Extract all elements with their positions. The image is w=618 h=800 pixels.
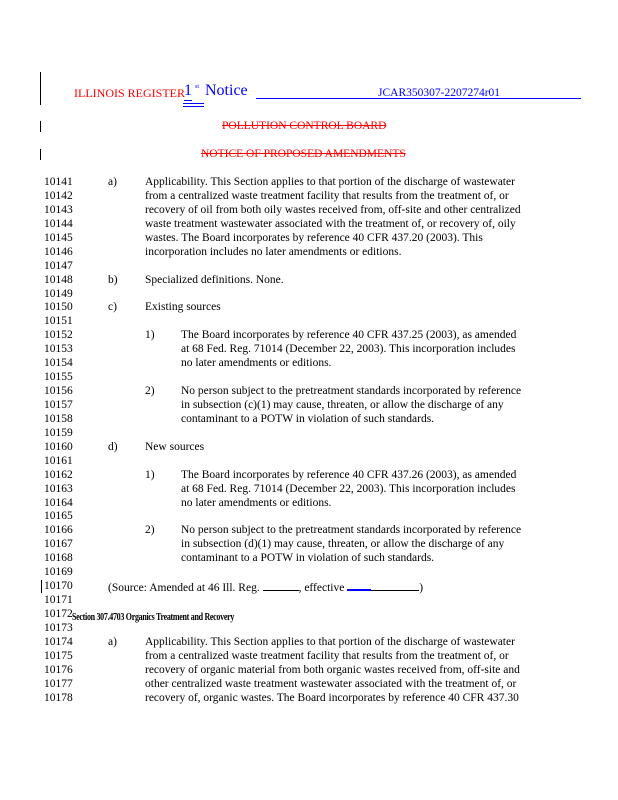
paragraph-line: other centralized waste treatment wastewater associated with the treatment of, or <box>145 678 517 690</box>
paragraph-line: waste treatment wastewater associated with the treatment of, or recovery of, oily <box>145 218 516 230</box>
line-number: 10176 <box>44 664 73 676</box>
subsection-label: a) <box>108 176 117 188</box>
line-number: 10147 <box>44 260 73 272</box>
subsection-label: a) <box>108 636 117 648</box>
change-bar <box>40 121 41 132</box>
effective-date-insert <box>347 580 371 591</box>
paragraph-line: The Board incorporates by reference 40 CFR 437.25 (2003), as amended <box>181 329 517 341</box>
line-number: 10157 <box>44 399 73 411</box>
page-superscript: st <box>195 84 200 90</box>
line-number: 10177 <box>44 678 73 690</box>
line-number: 10145 <box>44 232 73 244</box>
paragraph-line: incorporation includes no later amendments or editions. <box>145 246 402 258</box>
line-number: 10162 <box>44 469 73 481</box>
item-label: 1) <box>145 469 155 481</box>
jcar-id: JCAR350307-2207274r01 <box>378 87 501 99</box>
line-number: 10150 <box>44 301 73 313</box>
line-number: 10146 <box>44 246 73 258</box>
paragraph-line: Applicability. This Section applies to that portion of the discharge of wastewater <box>145 636 515 648</box>
line-number: 10151 <box>44 315 73 327</box>
register-title: ILLINOIS REGISTER <box>74 86 185 100</box>
line-number: 10154 <box>44 357 73 369</box>
item-label: 2) <box>145 524 155 536</box>
change-bar <box>41 580 42 593</box>
effective-date-blank <box>371 581 419 591</box>
paragraph-line: from a centralized waste treatment facility that results from the treatment of, or <box>145 650 509 662</box>
line-number: 10163 <box>44 483 73 495</box>
line-number: 10164 <box>44 497 73 509</box>
source-mid: , effective <box>298 582 348 594</box>
line-number: 10152 <box>44 329 73 341</box>
item-label: 1) <box>145 329 155 341</box>
source-end: ) <box>419 582 424 594</box>
change-bar <box>40 149 41 160</box>
paragraph-line: The Board incorporates by reference 40 CFR 437.26 (2003), as amended <box>181 469 517 481</box>
line-number: 10141 <box>44 176 73 188</box>
paragraph-line: in subsection (c)(1) may cause, threaten, or allow the discharge of any <box>181 399 504 411</box>
line-number: 10143 <box>44 204 73 216</box>
line-number: 10172 <box>44 608 73 620</box>
paragraph-line: recovery of oil from both oily wastes received from, off-site and other centralized <box>145 204 521 216</box>
paragraph-line: no later amendments or editions. <box>181 497 332 509</box>
line-number: 10148 <box>44 274 73 286</box>
paragraph-line: No person subject to the pretreatment standards incorporated by reference <box>181 524 522 536</box>
notice-double-rule <box>183 103 204 107</box>
paragraph-line: New sources <box>145 441 205 453</box>
source-prefix: (Source: Amended at 46 Ill. Reg. <box>108 582 263 594</box>
paragraph-line: contaminant to a POTW in violation of such standards. <box>181 552 435 564</box>
item-label: 2) <box>145 385 155 397</box>
line-number: 10158 <box>44 413 73 425</box>
line-number: 10161 <box>44 455 73 467</box>
line-number: 10166 <box>44 524 73 536</box>
line-number: 10173 <box>44 622 73 634</box>
line-number: 10149 <box>44 288 73 300</box>
paragraph-line: No person subject to the pretreatment standards incorporated by reference <box>181 385 522 397</box>
paragraph-line: from a centralized waste treatment facility that results from the treatment of, or <box>145 190 509 202</box>
notice-label: Notice <box>205 82 248 99</box>
line-number: 10170 <box>44 580 73 592</box>
line-number: 10178 <box>44 692 73 704</box>
line-number: 10155 <box>44 371 73 383</box>
line-number: 10175 <box>44 650 73 662</box>
paragraph-line: recovery of organic material from both organic wastes received from, off-site and <box>145 664 520 676</box>
subsection-label: d) <box>108 441 118 453</box>
line-number: 10174 <box>44 636 73 648</box>
section-heading: Section 307.4703 Organics Treatment and Recovery <box>72 610 235 623</box>
line-number: 10153 <box>44 343 73 355</box>
line-number: 10156 <box>44 385 73 397</box>
line-number: 10159 <box>44 427 73 439</box>
paragraph-line: Applicability. This Section applies to that portion of the discharge of wastewater <box>145 176 515 188</box>
line-number: 10168 <box>44 552 73 564</box>
change-bar <box>40 72 41 105</box>
paragraph-line: no later amendments or editions. <box>181 357 332 369</box>
paragraph-line: Existing sources <box>145 301 221 313</box>
subsection-label: c) <box>108 301 117 313</box>
subsection-label: b) <box>108 274 118 286</box>
paragraph-line: in subsection (d)(1) may cause, threaten, or allow the discharge of any <box>181 538 505 550</box>
board-heading: POLLUTION CONTROL BOARD <box>222 120 387 132</box>
line-number: 10171 <box>44 594 73 606</box>
line-number: 10167 <box>44 538 73 550</box>
line-number: 10144 <box>44 218 73 230</box>
line-number: 10169 <box>44 566 73 578</box>
paragraph-line: at 68 Fed. Reg. 71014 (December 22, 2003). This incorporation includes <box>181 483 516 495</box>
paragraph-line: contaminant to a POTW in violation of such standards. <box>181 413 435 425</box>
line-number: 10165 <box>44 510 73 522</box>
page-number: 1 <box>184 82 192 99</box>
paragraph-line: at 68 Fed. Reg. 71014 (December 22, 2003). This incorporation includes <box>181 343 516 355</box>
paragraph-line: Specialized definitions. None. <box>145 274 284 286</box>
source-note <box>108 580 423 596</box>
paragraph-line: recovery of, organic wastes. The Board incorporates by reference 40 CFR 437.30 <box>145 692 519 704</box>
reg-blank <box>263 581 299 591</box>
line-number: 10160 <box>44 441 73 453</box>
notice-heading: NOTICE OF PROPOSED AMENDMENTS <box>201 148 406 160</box>
line-number: 10142 <box>44 190 73 202</box>
paragraph-line: wastes. The Board incorporates by reference 40 CFR 437.20 (2003). This <box>145 232 483 244</box>
